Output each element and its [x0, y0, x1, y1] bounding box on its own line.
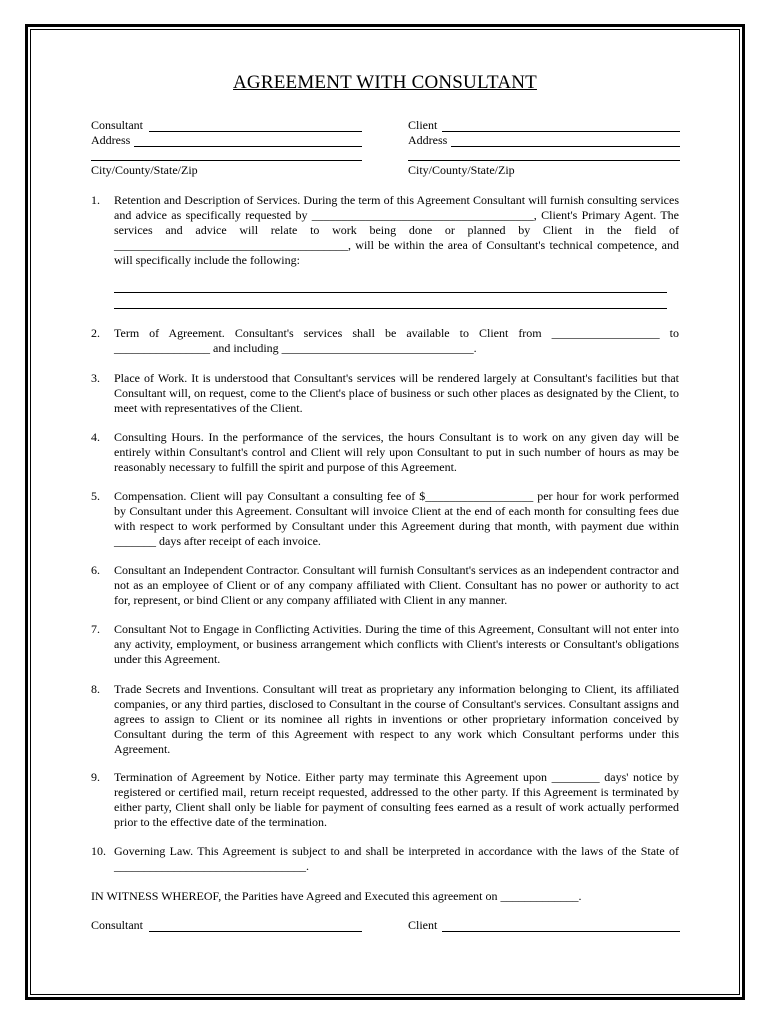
client-address-label: Address	[408, 133, 448, 147]
client-signature-blank[interactable]	[442, 931, 680, 932]
clause-number: 8.	[91, 682, 100, 696]
clause-text: Consultant an Independent Contractor. Consultant will furnish Consultant's services as an independent contractor and not as an employee of Client or of any company affiliated with Client. Consultant has no power or authority to act for, represent, or bind Client or any company affiliated with Client in any manner.	[114, 563, 679, 607]
consultant-address-label: Address	[91, 133, 131, 147]
client-address-field	[408, 133, 447, 148]
consultant-address-blank[interactable]	[134, 146, 362, 147]
clause-number: 6.	[91, 563, 100, 577]
clause-number: 7.	[91, 622, 100, 636]
consultant-label: Consultant	[91, 118, 144, 132]
consultant-signature-label: Consultant	[91, 918, 144, 932]
clause-number: 5.	[91, 489, 100, 503]
clause-9	[91, 770, 679, 830]
document-title: AGREEMENT WITH CONSULTANT	[233, 72, 537, 93]
clause-text: Termination of Agreement by Notice. Either party may terminate this Agreement upon ________ days' notice by registered or certified mail, return receipt requested, addressed to the other party. If this Agreement is terminated by either party, Client shall only be liable for payment of consulting fees earned as a result of work actually performed prior to the effective date of the termination.	[114, 770, 679, 829]
clause-number: 1.	[91, 193, 100, 207]
clause-text: Consultant Not to Engage in Conflicting Activities. During the time of this Agreement, Consultant will not enter into any activity, employment, or business arrangement which conflicts with Client's interests or Consultant's obligations under this Agreement.	[114, 622, 679, 666]
services-blank-line-2[interactable]	[114, 308, 667, 309]
client-name-blank[interactable]	[442, 131, 680, 132]
clause-5	[91, 489, 679, 549]
clause-text: Consulting Hours. In the performance of the services, the hours Consultant is to work on any given day will be entirely within Consultant's control and Client will rely upon Consultant to put in such number of hours as may be reasonably necessary to fulfill the spirit and purpose of this Agreement.	[114, 430, 679, 474]
client-city-label: City/County/State/Zip	[408, 163, 515, 177]
clause-number: 4.	[91, 430, 100, 444]
clause-text: Place of Work. It is understood that Consultant's services will be rendered largely at Consultant's facilities but that Consultant will, on request, come to the Client's place of business or such other places as designated by the Client, to meet with representatives of the Client.	[114, 371, 679, 415]
witness-statement: IN WITNESS WHEREOF, the Parities have Agreed and Executed this agreement on _____________.	[91, 889, 582, 903]
clause-text: Governing Law. This Agreement is subject to and shall be interpreted in accordance with the laws of the State of ________________________________.	[114, 844, 679, 873]
clause-2	[91, 326, 679, 356]
consultant-address-field	[91, 133, 130, 148]
consultant-name-blank[interactable]	[149, 131, 362, 132]
services-blank-line-1[interactable]	[114, 292, 667, 293]
clause-6	[91, 563, 679, 608]
client-label: Client	[408, 118, 438, 132]
clause-4	[91, 430, 679, 475]
client-city-blank[interactable]	[408, 160, 680, 161]
consultant-signature-blank[interactable]	[149, 931, 362, 932]
clause-number: 3.	[91, 371, 100, 385]
clause-text: Term of Agreement. Consultant's services shall be available to Client from __________________ to ________________ and including ________________________________.	[114, 326, 679, 355]
client-name-field	[408, 118, 437, 133]
clause-7	[91, 622, 679, 667]
clause-1	[91, 193, 679, 268]
clause-10	[91, 844, 679, 874]
consultant-city-blank[interactable]	[91, 160, 362, 161]
client-signature-label: Client	[408, 918, 438, 932]
clause-number: 10.	[91, 844, 106, 858]
clause-number: 2.	[91, 326, 100, 340]
clause-number: 9.	[91, 770, 100, 784]
consultant-city-label: City/County/State/Zip	[91, 163, 198, 177]
clause-3	[91, 371, 679, 416]
clause-text: Trade Secrets and Inventions. Consultant will treat as proprietary any information belonging to Client, its affiliated companies, or any third parties, disclosed to Consultant in the course of Consultant's services. Consultant assigns and agrees to assign to Client or its nominee all rights in inventions or other proprietary information conceived by Consultant during the term of this Agreement with respect to any work which Consultant performs under this Agreement.	[114, 682, 679, 756]
client-address-blank[interactable]	[451, 146, 680, 147]
consultant-name-field	[91, 118, 143, 133]
clause-text: Compensation. Client will pay Consultant a consulting fee of $__________________ per hour for work performed by Consultant under this Agreement. Consultant will invoice Client at the end of each month for consulting fees due with respect to work performed by Consultant under this Agreement during that month, with payment due within _______ days after receipt of each invoice.	[114, 489, 679, 548]
clause-text: Retention and Description of Services. During the term of this Agreement Consultant will furnish consulting services and advice as specifically requested by _____________________________________, Client's Primary Agent. The services and advice will relate to work being done or planned by Client in the field of _______________________________________, will be within the area of Consultant's technical competence, and will specifically include the following:	[114, 193, 679, 267]
clause-8	[91, 682, 679, 757]
